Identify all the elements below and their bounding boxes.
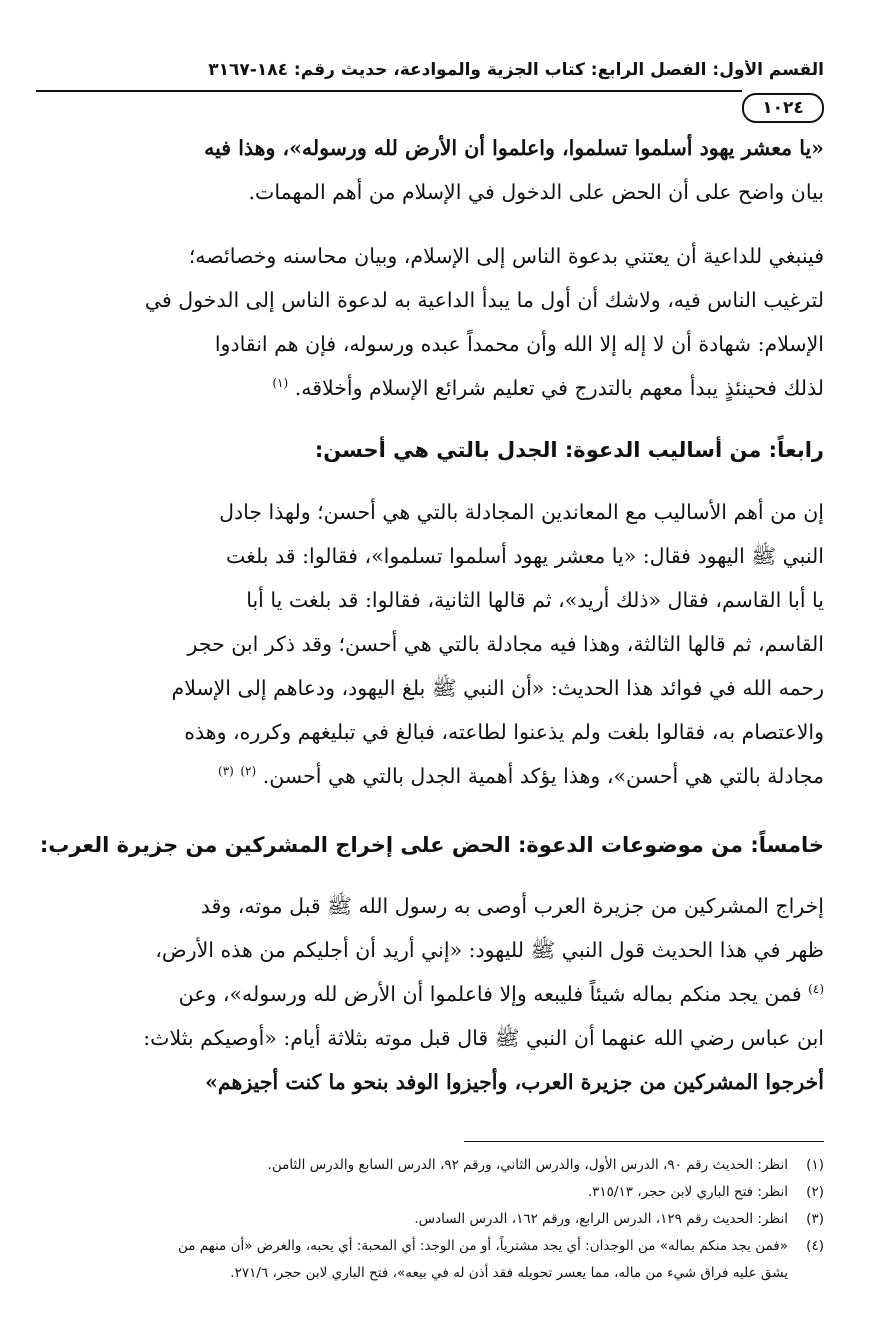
footnote-ref-2[interactable]: (٢) [240, 764, 257, 779]
paragraph-3 [36, 490, 824, 798]
footnote-rule [464, 1141, 824, 1142]
footnote-number: (٤) [806, 1238, 824, 1254]
footnote-4 [36, 1233, 824, 1260]
footnote-ref-3[interactable]: (٣) [218, 764, 234, 779]
paragraph-2-line-2: لترغيب الناس فيه، ولاشك أن أول ما يبدأ الداعية به لدعوة الناس إلى الدخول في [144, 288, 824, 312]
running-header: القسم الأول: الفصل الرابع: كتاب الجزية والموادعة، حديث رقم: ١٨٤-٣١٦٧ [208, 60, 824, 80]
footnote-1 [36, 1152, 824, 1179]
header-rule [36, 90, 742, 92]
paragraph-3-line-1: إن من أهم الأساليب مع المعاندين المجادلة بالتي هي أحسن؛ ولهذا جادل [219, 500, 824, 524]
paragraph-4-line-3-text: فمن يجد منكم بماله شيئاً فليبعه وإلا فاعلموا أن الأرض لله ورسوله»، وعن [178, 982, 802, 1006]
footnote-text: انظر: الحديث رقم ١٢٩، الدرس الرابع، ورقم ١٦٢، الدرس السادس. [414, 1211, 788, 1227]
footnote-4-continued [36, 1260, 824, 1287]
paragraph-1 [36, 126, 824, 214]
paragraph-1-line-2: بيان واضح على أن الحض على الدخول في الإسلام من أهم المهمات. [248, 180, 824, 204]
footnote-number: (٢) [806, 1184, 824, 1200]
page-number: ١٠٢٤ [742, 93, 824, 123]
paragraph-3-line-3: يا أبا القاسم، فقال «ذلك أريد»، ثم قالها الثانية، فقالوا: قد بلغت يا أبا [246, 588, 824, 612]
footnote-ref-4[interactable]: (٤) [808, 982, 824, 997]
paragraph-4 [36, 884, 824, 1104]
footnote-text: انظر: الحديث رقم ٩٠، الدرس الأول، والدرس الثاني، ورقم ٩٢، الدرس السابع والدرس الثامن. [267, 1157, 788, 1173]
paragraph-2-line-1: فينبغي للداعية أن يعتني بدعوة الناس إلى الإسلام، وبيان محاسنه وخصائصه؛ [188, 244, 824, 268]
footnotes [36, 1152, 824, 1287]
paragraph-3-line-7-text: مجادلة بالتي هي أحسن»، وهذا يؤكد أهمية الجدل بالتي هي أحسن. [262, 764, 824, 788]
paragraph-4-line-2: ظهر في هذا الحديث قول النبي ﷺ لليهود: «إني أريد أن أجليكم من هذه الأرض، [155, 938, 824, 962]
section-heading-5: خامساً: من موضوعات الدعوة: الحض على إخراج المشركين من جزيرة العرب: [39, 833, 824, 857]
footnote-text: يشق عليه فراق شيء من ماله، مما يعسر تحويله فقد أذن له في بيعه»، فتح الباري لابن حجر، ٢٧١/٦. [230, 1265, 788, 1281]
paragraph-3-line-5: رحمه الله في فوائد هذا الحديث: «أن النبي ﷺ بلغ اليهود، ودعاهم إلى الإسلام [171, 676, 824, 700]
paragraph-3-line-2: النبي ﷺ اليهود فقال: «يا معشر يهود أسلموا تسلموا»، فقالوا: قد بلغت [226, 544, 824, 568]
paragraph-4-line-5: أخرجوا المشركين من جزيرة العرب، وأجيزوا الوفد بنحو ما كنت أجيزهم» [205, 1070, 824, 1094]
footnote-text: انظر: فتح الباري لابن حجر، ٣١٥/١٣. [587, 1184, 788, 1200]
paragraph-2-line-4-text: لذلك فحينئذٍ يبدأ معهم بالتدرج في تعليم شرائع الإسلام وأخلاقه. [294, 376, 824, 400]
section-heading-4: رابعاً: من أساليب الدعوة: الجدل بالتي هي أحسن: [314, 438, 824, 462]
footnote-3 [36, 1206, 824, 1233]
paragraph-3-line-7 [36, 754, 824, 798]
footnote-number: (١) [806, 1157, 824, 1173]
paragraph-1-line-1: «يا معشر يهود أسلموا تسلموا، واعلموا أن الأرض لله ورسوله»، وهذا فيه [204, 136, 824, 160]
paragraph-4-line-1: إخراج المشركين من جزيرة العرب أوصى به رسول الله ﷺ قبل موته، وقد [200, 894, 824, 918]
footnote-ref-1[interactable]: (١) [272, 376, 289, 391]
footnote-number: (٣) [806, 1211, 824, 1227]
paragraph-2-line-3: الإسلام: شهادة أن لا إله إلا الله وأن محمداً عبده ورسوله، فإن هم انقادوا [214, 332, 824, 356]
paragraph-3-line-4: القاسم، ثم قالها الثالثة، وهذا فيه مجادلة بالتي هي أحسن؛ وقد ذكر ابن حجر [187, 632, 824, 656]
paragraph-4-line-4: ابن عباس رضي الله عنهما أن النبي ﷺ قال قبل موته بثلاثة أيام: «أوصيكم بثلاث: [143, 1026, 824, 1050]
paragraph-2 [36, 234, 824, 410]
paragraph-2-line-4 [36, 366, 824, 410]
footnote-text: «فمن يجد منكم بماله» من الوجدان: أي يجد مشترياً، أو من الوجد: أي المحبة: أي يحبه، والغرض «أن منهم من [177, 1238, 788, 1254]
footnote-2 [36, 1179, 824, 1206]
paragraph-4-line-3 [36, 972, 824, 1016]
paragraph-3-line-6: والاعتصام به، فقالوا بلغت ولم يذعنوا لطاعته، فبالغ في تبليغهم وكرره، وهذه [184, 720, 824, 744]
